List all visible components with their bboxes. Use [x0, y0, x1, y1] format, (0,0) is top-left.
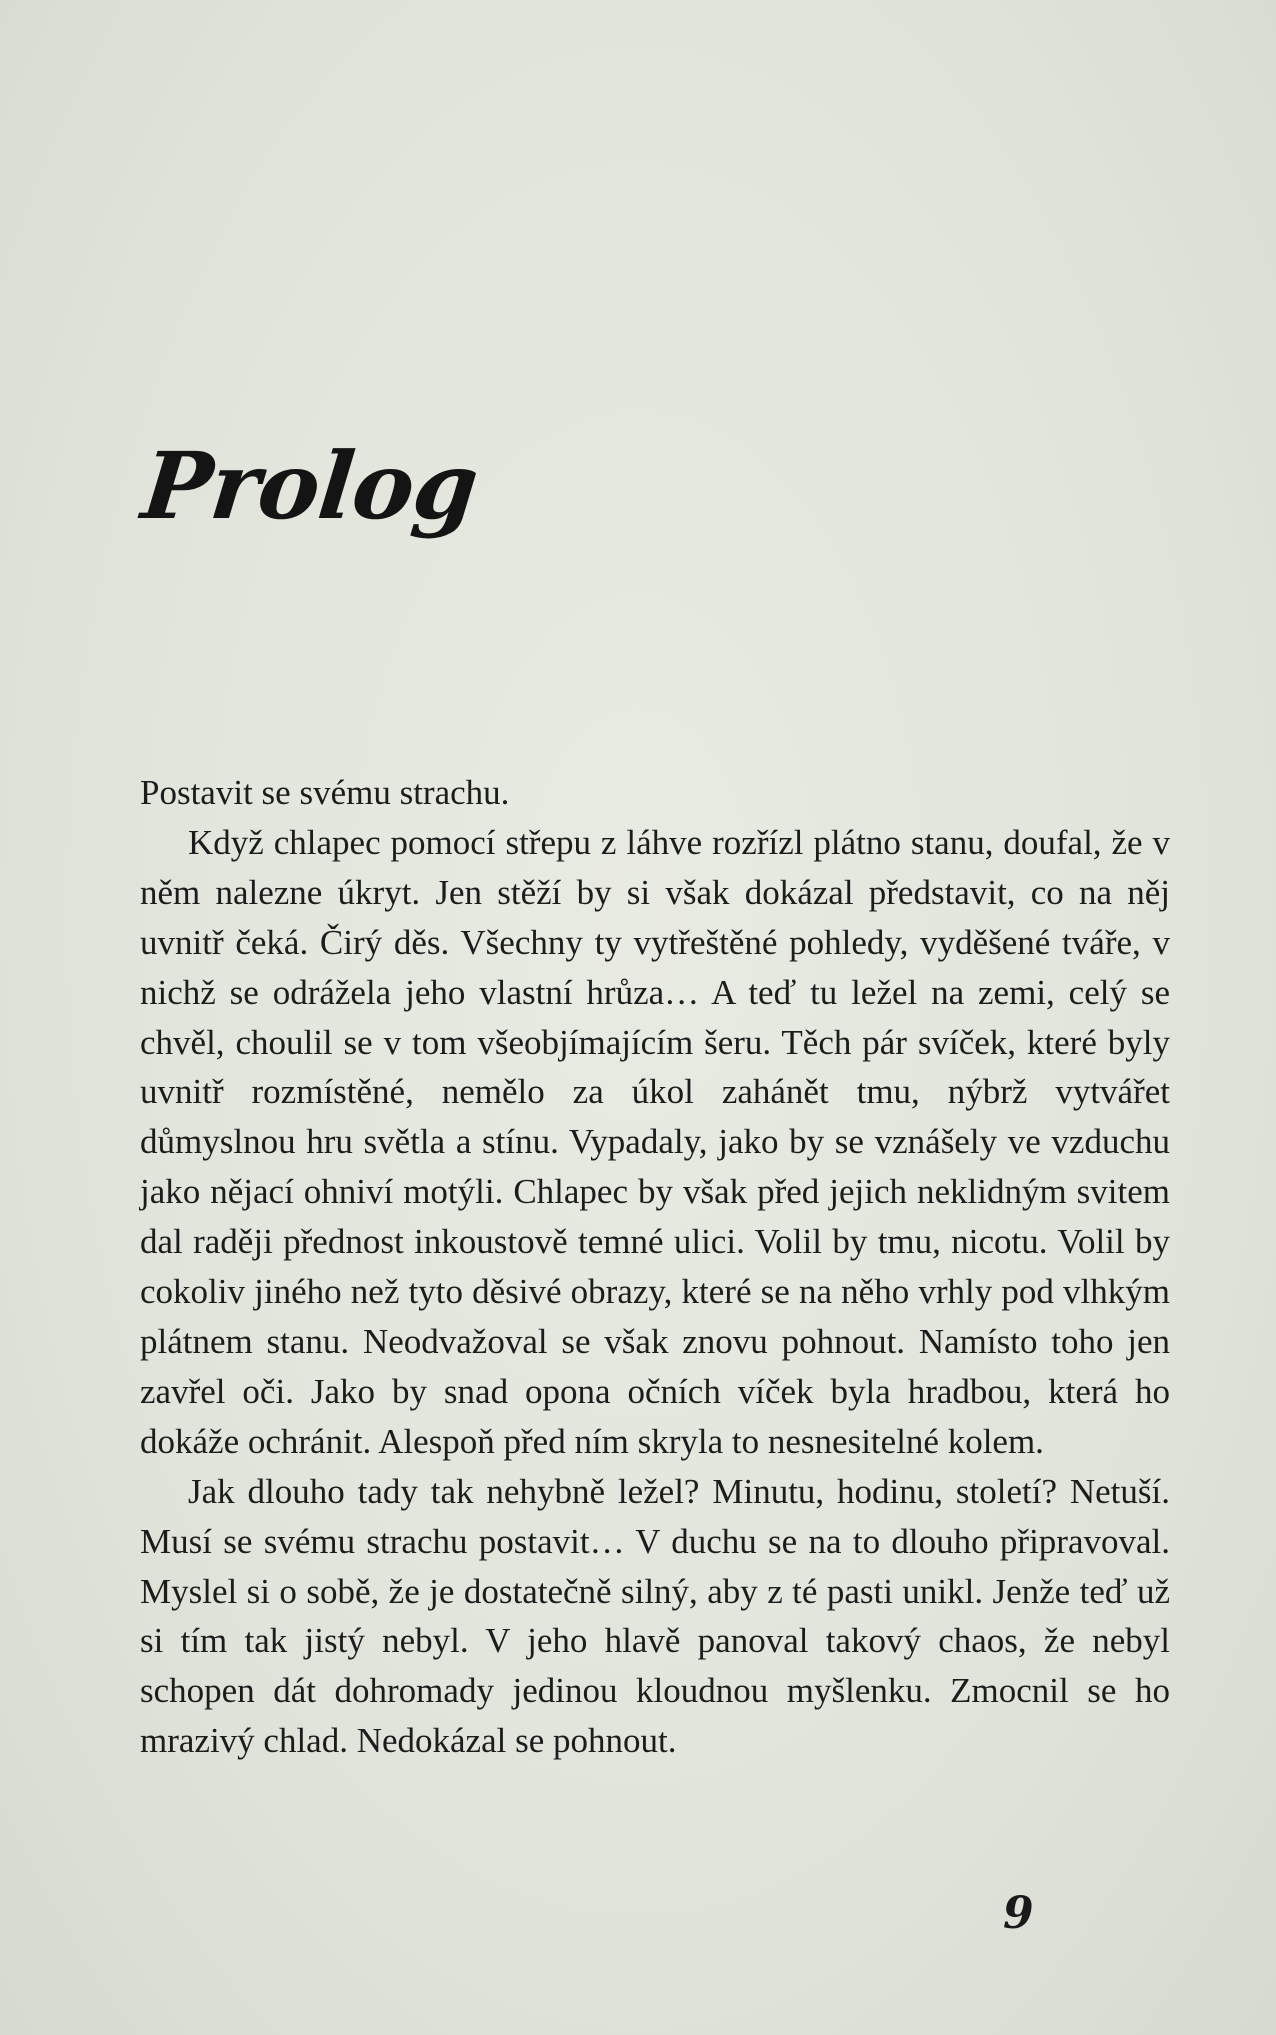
- paragraph: Když chlapec pomocí střepu z láhve rozřízl plátno stanu, doufal, že v něm nalezne úkryt. Jen stěží by si však dokázal představit, co na něj uvnitř čeká. Čirý děs. Všechny ty vytřeštěné pohledy, vyděšené tváře, v nichž se odrážela jeho vlastní hrůza… A teď tu ležel na zemi, celý se chvěl, choulil se v tom všeobjímajícím šeru. Těch pár svíček, které byly uvnitř rozmístěné, nemělo za úkol zahánět tmu, nýbrž vytvářet důmyslnou hru světla a stínu. Vypadaly, jako by se vznášely ve vzduchu jako nějací ohniví motýli. Chlapec by však před jejich neklidným svitem dal raději přednost inkoustově temné ulici. Volil by tmu, nicotu. Volil by cokoliv jiného než tyto děsivé obrazy, které se na něho vrhly pod vlhkým plátnem stanu. Neodvažoval se však znovu pohnout. Namísto toho jen zavřel oči. Jako by snad opona očních víček byla hradbou, která ho dokáže ochránit. Alespoň před ním skryla to nesnesitelné kolem.: [140, 822, 1170, 1461]
- chapter-title: Prolog: [137, 432, 483, 540]
- body-text: [140, 768, 1170, 1766]
- page-number: 9: [1003, 1888, 1034, 1939]
- paragraph: Jak dlouho tady tak nehybně ležel? Minutu, hodinu, století? Netuší. Musí se svému strachu postavit… V duchu se na to dlouho připravoval. Myslel si o sobě, že je dostatečně silný, aby z té pasti unikl. Jenže teď už si tím tak jistý nebyl. V jeho hlavě panoval takový chaos, že nebyl schopen dát dohromady jedinou kloudnou myšlenku. Zmocnil se ho mrazivý chlad. Nedokázal se pohnout.: [140, 1471, 1170, 1761]
- paragraph-opening: Postavit se svému strachu.: [140, 773, 510, 812]
